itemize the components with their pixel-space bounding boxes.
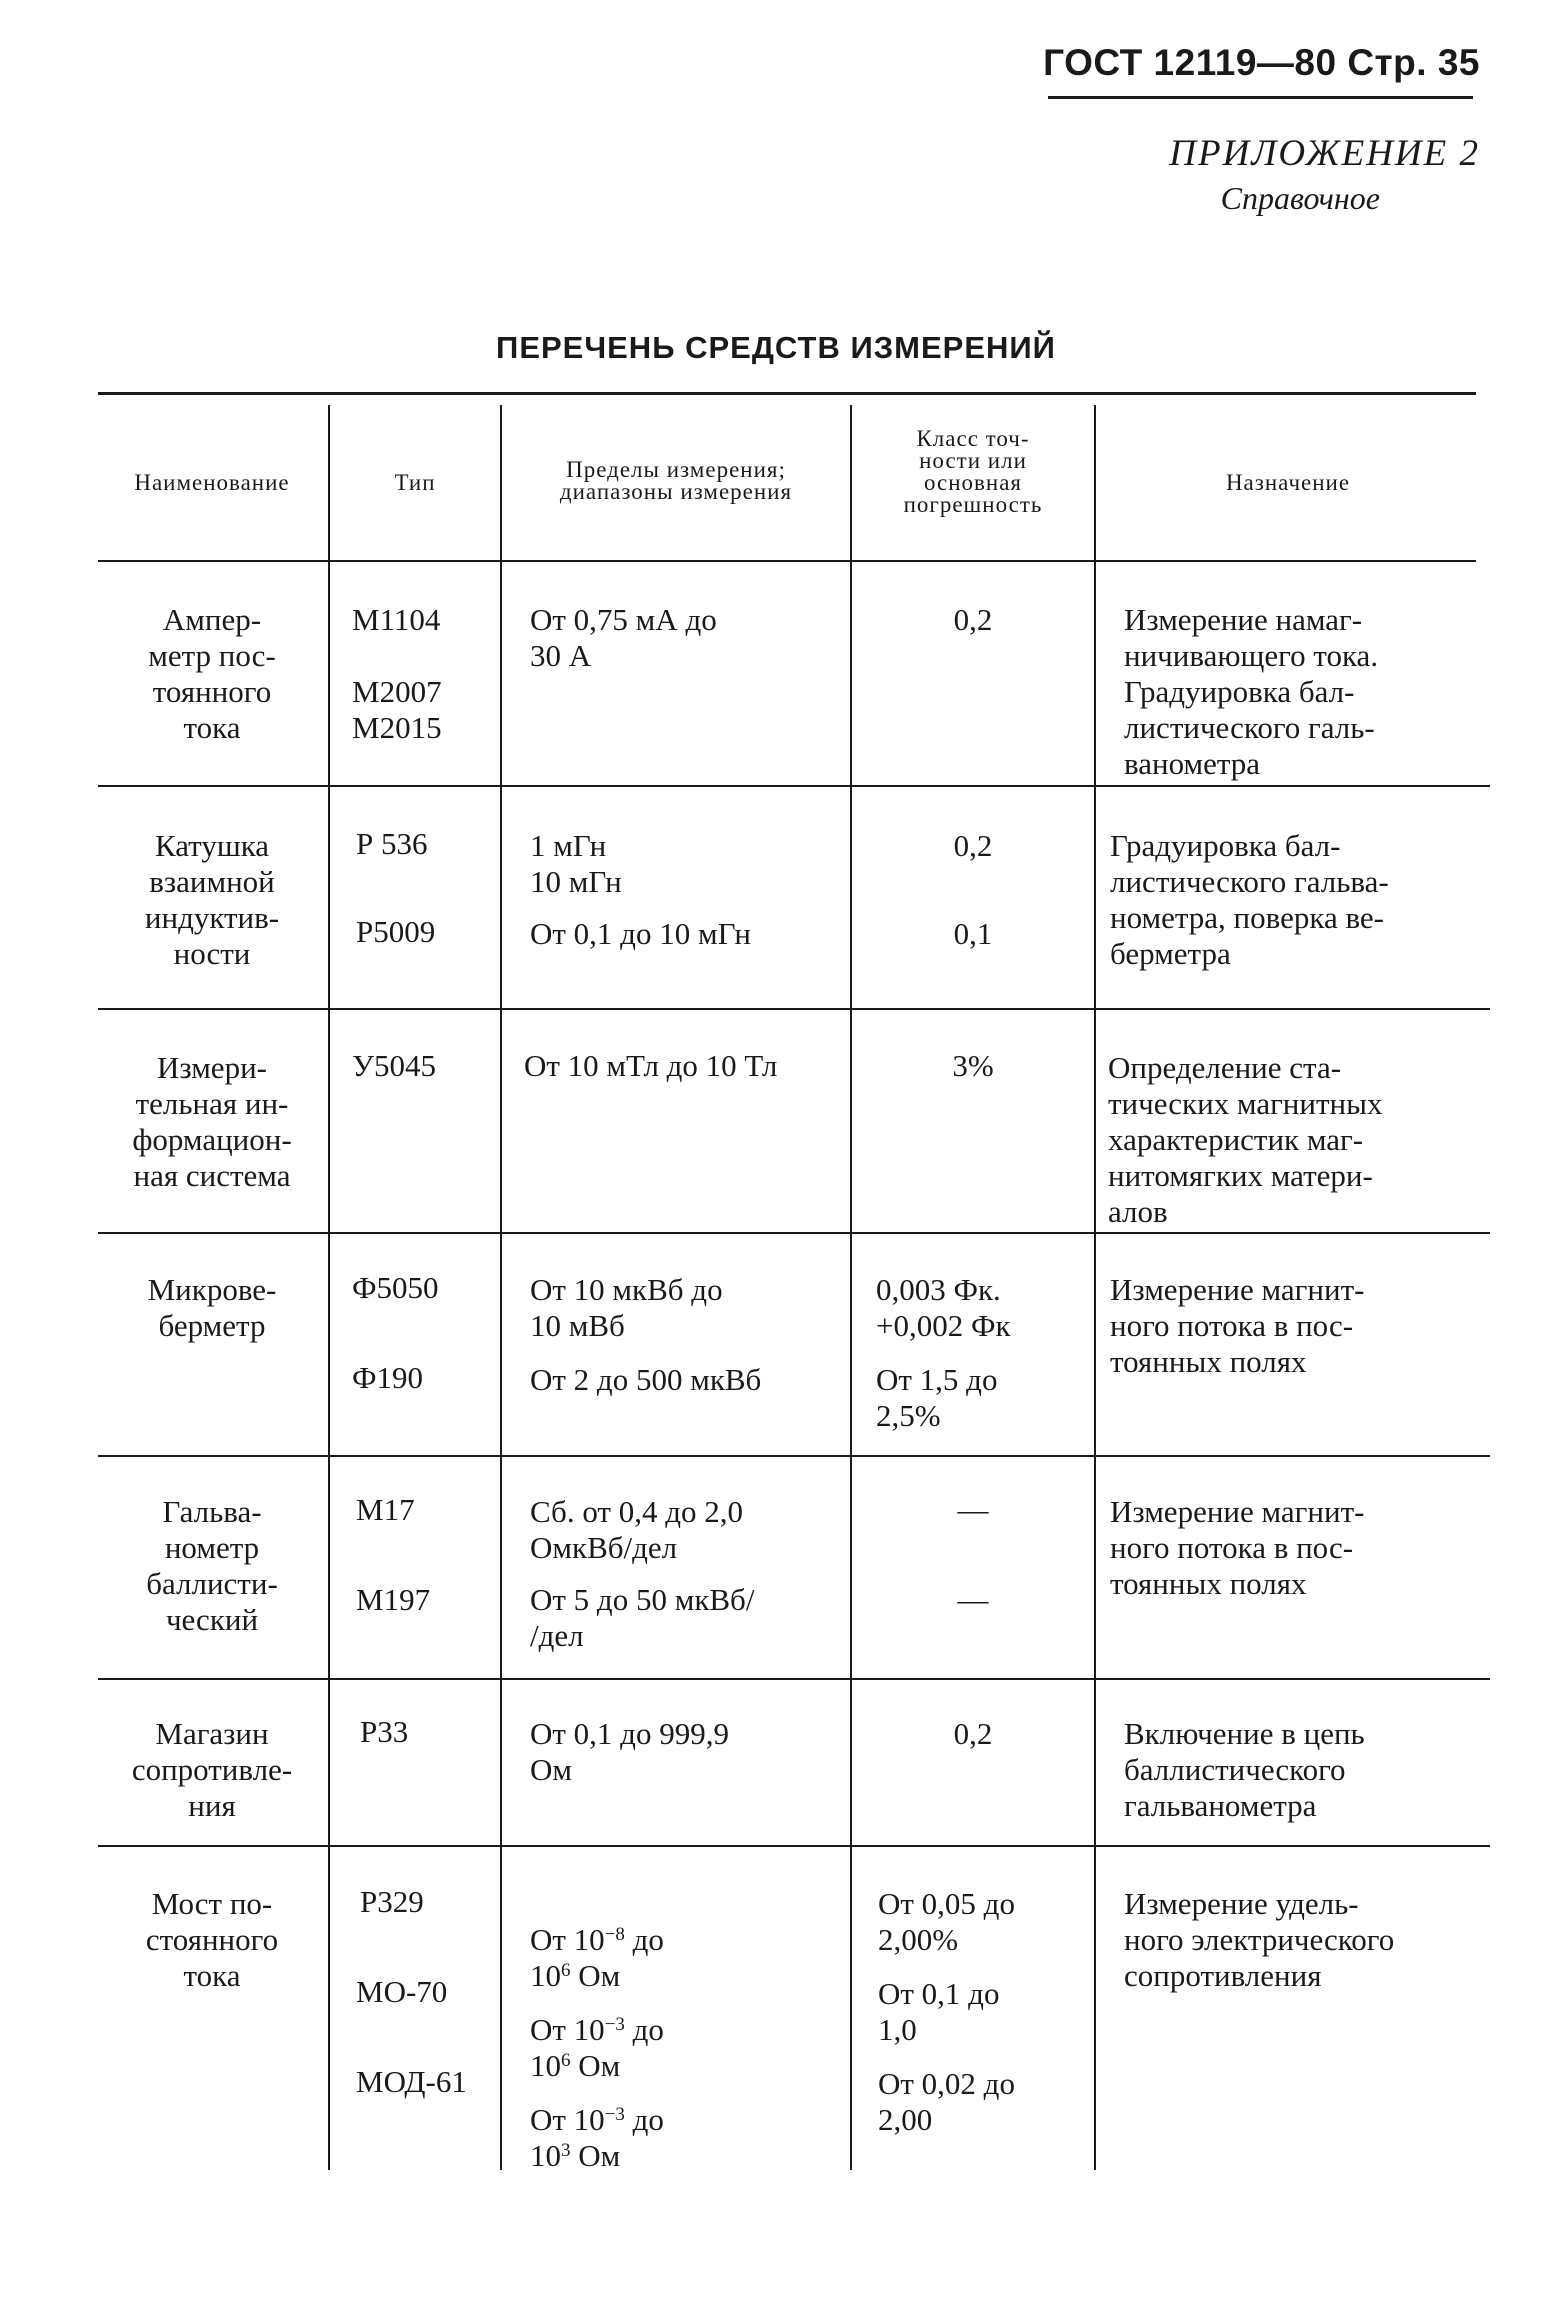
row-2-range-1: 1 мГн 10 мГн [530,828,622,899]
row-5-range-2: От 5 до 50 мкВб/ /дел [530,1582,755,1653]
row-4-name: Микрове- берметр [147,1272,277,1343]
row-1-name: Ампер- метр пос- тоянного тока [148,602,276,745]
row-5-range-1: Сб. от 0,4 до 2,0 ОмкВб/дел [530,1494,743,1565]
range-from: От 10 [530,2102,605,2137]
range-to-exponent: 3 [561,2140,571,2161]
range-from: От 10 [530,2012,605,2047]
running-head-rule [1048,96,1473,99]
range-from-exponent: −3 [604,2104,625,2125]
row-divider [98,1008,1490,1010]
row-7-accuracy-1: От 0,05 до 2,00% [878,1886,1015,1957]
row-7-type-2: МО-70 [356,1974,448,2009]
row-5-name: Гальва- нометр баллисти- ческий [146,1494,278,1637]
header-type: Тип [394,470,436,495]
running-head: ГОСТ 12119—80 Стр. 35 [1043,42,1480,83]
row-3-type-1: У5045 [352,1048,436,1083]
row-6-accuracy-1: 0,2 [953,1716,993,1751]
table-title: ПЕРЕЧЕНЬ СРЕДСТВ ИЗМЕРЕНИЙ [496,330,1056,365]
row-4-type-2: Ф190 [352,1360,423,1395]
row-4-range-1: От 10 мкВб до 10 мВб [530,1272,723,1343]
row-7-name: Мост по- стоянного тока [145,1886,279,1993]
row-2-name: Катушка взаимной индуктив- ности [144,828,280,971]
range-from: От 10 [530,1922,605,1957]
row-5-purpose: Измерение магнит- ного потока в пос- тоянных полях [1110,1494,1365,1601]
row-1-type-2: М2007 М2015 [352,674,442,745]
row-5-accuracy-2: — [957,1582,989,1617]
row-3-name: Измери- тельная ин- формацион- ная система [132,1050,292,1193]
table-top-rule [98,392,1476,395]
header-bottom-rule [98,560,1476,562]
row-6-purpose: Включение в цепь баллистического гальванометра [1124,1716,1365,1823]
range-to: до [624,2102,664,2137]
range-to: до [624,1922,664,1957]
row-6-range-1: От 0,1 до 999,9 Ом [530,1716,729,1787]
range-to-base: 10 [530,2048,561,2083]
row-3-purpose: Определение ста- тических магнитных характеристик маг- нитомягких матери- алов [1108,1050,1383,1229]
row-7-accuracy-2: От 0,1 до 1,0 [878,1976,1000,2047]
row-divider [98,1678,1490,1680]
row-4-accuracy-2: От 1,5 до 2,5% [876,1362,998,1433]
row-2-type-2: Р5009 [356,914,436,949]
row-5-accuracy-1: — [957,1492,989,1527]
row-7-type-1: Р329 [360,1884,424,1919]
row-4-range-2: От 2 до 500 мкВб [530,1362,762,1397]
row-5-type-2: М197 [356,1582,431,1617]
range-unit: Ом [570,2138,621,2173]
row-1-type-1: М1104 [352,602,441,637]
header-range: Пределы измерения; диапазоны измерения [559,457,793,504]
row-4-accuracy-1: 0,003 Фк. +0,002 Фк [876,1272,1011,1343]
range-from-exponent: −3 [604,2014,625,2035]
row-5-type-1: М17 [356,1492,415,1527]
row-4-purpose: Измерение магнит- ного потока в пос- тоянных полях [1110,1272,1365,1379]
row-divider [98,785,1490,787]
column-rule [850,405,852,2170]
column-rule [500,405,502,2170]
column-rule [328,405,330,2170]
row-1-accuracy-1: 0,2 [953,602,993,637]
row-1-purpose: Измерение намаг- ничивающего тока. Градуировка бал- листического галь- ванометра [1124,602,1379,781]
row-7-type-3: МОД-61 [356,2064,467,2099]
range-to: до [624,2012,664,2047]
range-to-base: 10 [530,2138,561,2173]
range-to-exponent: 6 [561,1960,571,1981]
row-2-range-2: От 0,1 до 10 мГн [530,916,751,951]
row-2-purpose: Градуировка бал- листического гальва- нометра, поверка ве- берметра [1110,828,1389,971]
row-6-name: Магазин сопротивле- ния [131,1716,293,1823]
header-purpose: Назначение [1225,470,1351,495]
row-1-range-1: От 0,75 мА до 30 А [530,602,717,673]
row-7-range-3 [530,2066,664,2174]
row-6-type-1: Р33 [360,1714,409,1749]
header-accuracy: Класс точ- ности или основная погрешность [903,426,1043,517]
range-unit: Ом [570,2048,621,2083]
column-rule [1094,405,1096,2170]
row-divider [98,1845,1490,1847]
range-unit: Ом [570,1958,621,1993]
row-3-accuracy-1: 3% [952,1048,994,1083]
range-to-exponent: 6 [561,2050,571,2071]
row-2-accuracy-2: 0,1 [953,916,993,951]
appendix-subtitle: Справочное [1220,180,1380,216]
row-3-range-1: От 10 мТл до 10 Тл [524,1048,778,1083]
row-7-accuracy-3: От 0,02 до 2,00 [878,2066,1015,2137]
row-divider [98,1232,1490,1234]
row-2-accuracy-1: 0,2 [953,828,993,863]
row-4-type-1: Ф5050 [352,1270,439,1305]
header-name: Наименование [134,470,290,495]
row-divider [98,1455,1490,1457]
range-to-base: 10 [530,1958,561,1993]
range-from-exponent: −8 [604,1924,625,1945]
appendix-title: ПРИЛОЖЕНИЕ 2 [1169,133,1480,174]
row-7-purpose: Измерение удель- ного электрического сопротивления [1124,1886,1395,1993]
row-2-type-1: Р 536 [356,826,428,861]
